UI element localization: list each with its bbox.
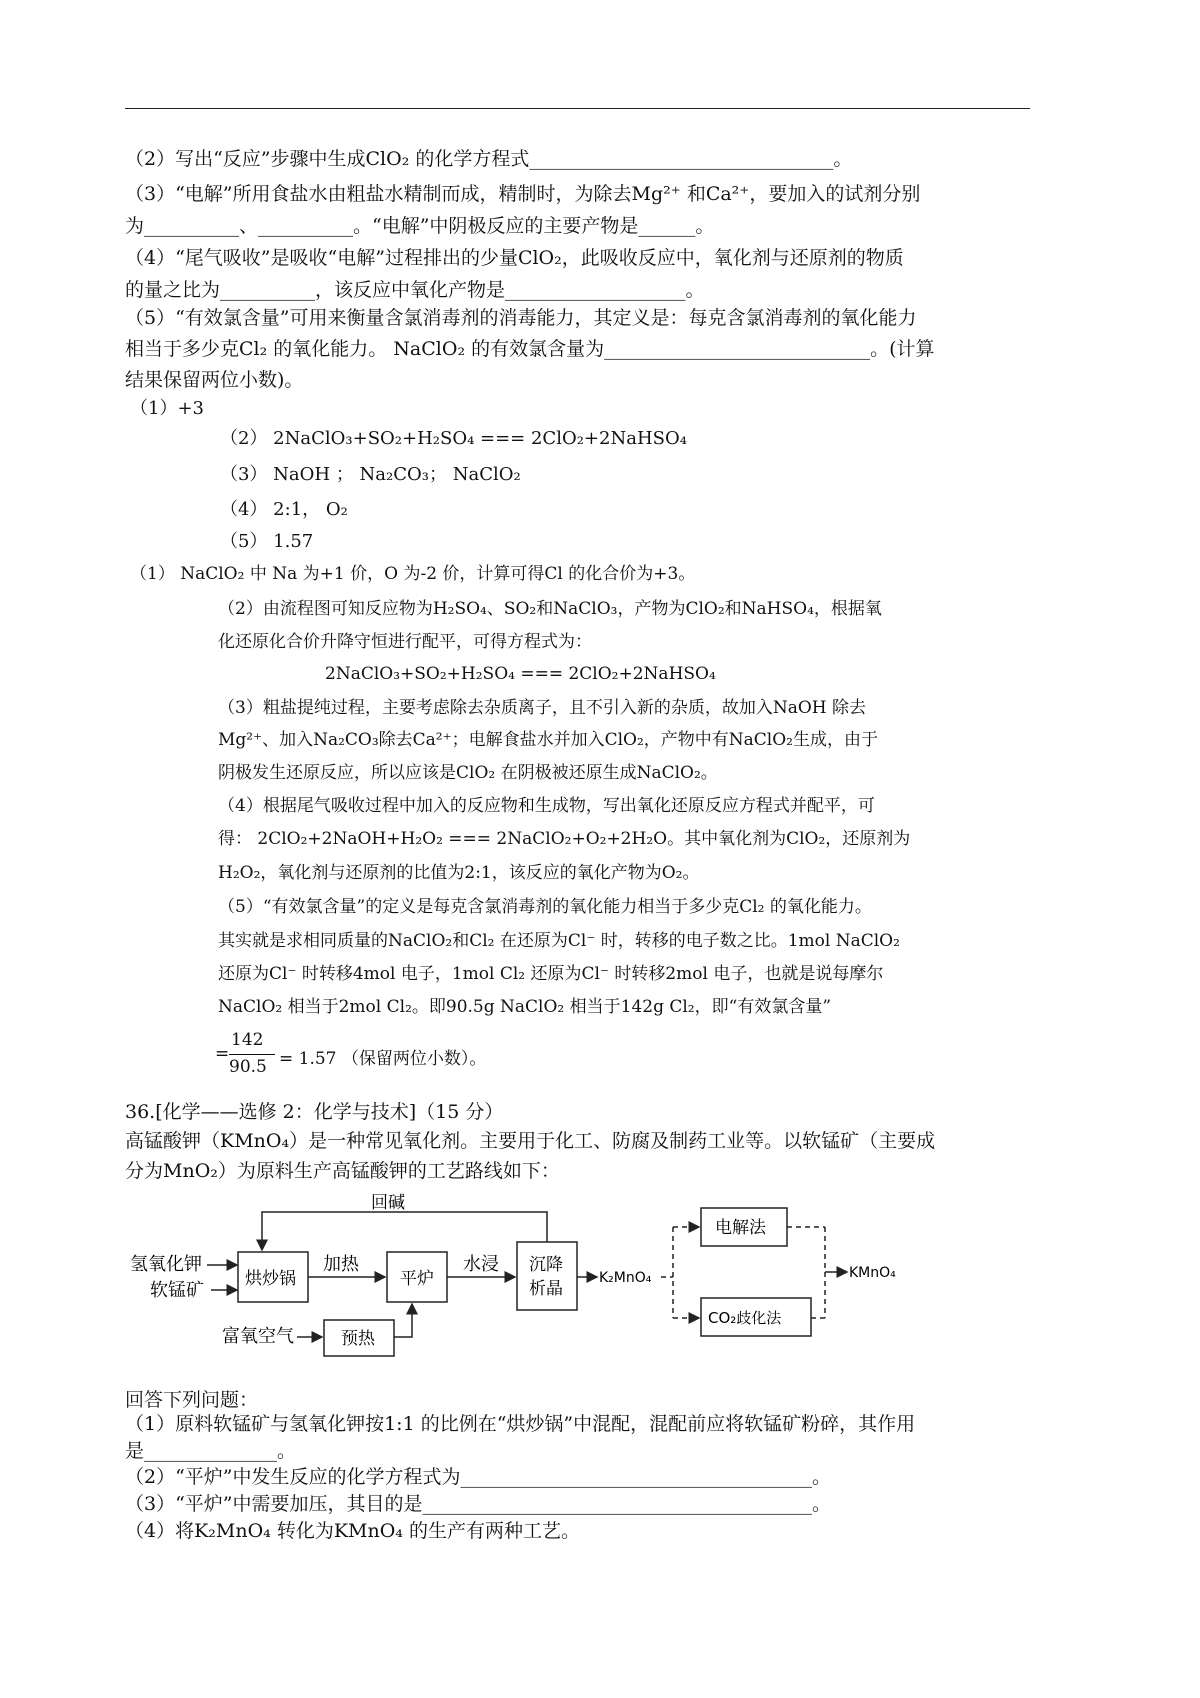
fraction-numerator: 142 (231, 1030, 264, 1050)
arrow-leach-label: 水浸 (463, 1254, 499, 1275)
q36-intro-1: 高锰酸钾（KMnO₄）是一种常见氧化剂。主要用于化工、防腐及制药工业等。以软锰矿（主要成 (125, 1130, 936, 1152)
q36-1-line-2: 是______________。 (125, 1440, 297, 1462)
q36-1-line-1: （1）原料软锰矿与氢氧化钾按1:1 的比例在“烘炒锅”中混配，混配前应将软锰矿粉碎，其作用 (125, 1413, 916, 1435)
explanation-2b: 化还原化合价升降守恒进行配平，可得方程式为： (218, 632, 592, 652)
box-electrolysis-label: 电解法 (715, 1218, 766, 1238)
answer-3: （3） NaOH ； Na₂CO₃； NaClO₂ (220, 464, 521, 485)
q4-line-2: 的量之比为__________，该反应中氧化产物是___________________。 (125, 279, 705, 301)
q2-prompt: （2）写出“反应”步骤中生成ClO₂ 的化学方程式________________________________。 (125, 148, 853, 170)
q5-line-3: 结果保留两位小数)。 (125, 369, 304, 391)
q4-line-1: （4）“尾气吸收”是吸收“电解”过程排出的少量ClO₂，此吸收反应中，氧化剂与还原剂的物质 (125, 247, 904, 269)
box-co2-label: CO₂歧化法 (708, 1309, 782, 1327)
fraction-equals: = (215, 1044, 230, 1064)
box-preheat-label: 预热 (341, 1329, 375, 1349)
explanation-5d: NaClO₂ 相当于2mol Cl₂。即90.5g NaClO₂ 相当于142g Cl₂，即“有效氯含量” (218, 997, 832, 1017)
explanation-5a: （5）“有效氯含量”的定义是每克含氯消毒剂的氧化能力相当于多少克Cl₂ 的氧化能力。 (218, 897, 872, 917)
explanation-5b: 其实就是求相同质量的NaClO₂和Cl₂ 在还原为Cl⁻ 时，转移的电子数之比。1mol NaClO₂ (218, 931, 900, 951)
fraction-rest: = 1.57 （保留两位小数）。 (279, 1049, 487, 1069)
box-settle-label: 沉降 (529, 1255, 563, 1275)
recycle-label: 回碱 (371, 1193, 405, 1213)
answer-1: （1）+3 (130, 398, 204, 419)
explanation-4c: H₂O₂，氧化剂与还原剂的比值为2:1，该反应的氧化产物为O₂。 (218, 863, 700, 883)
box-settle-crystallize (517, 1242, 577, 1310)
explanation-5c: 还原为Cl⁻ 时转移4mol 电子，1mol Cl₂ 还原为Cl⁻ 时转移2mol 电子，也就是说每摩尔 (218, 964, 884, 984)
q3-line-1: （3）“电解”所用食盐水由粗盐水精制而成，精制时，为除去Mg²⁺ 和Ca²⁺，要加入的试剂分别 (125, 183, 921, 205)
header-rule (125, 108, 1030, 109)
arrow-heat-label: 加热 (323, 1254, 359, 1275)
explanation-equation: 2NaClO₃+SO₂+H₂SO₄ === 2ClO₂+2NaHSO₄ (325, 664, 716, 684)
fraction-denominator: 90.5 (229, 1057, 267, 1077)
explanation-4b: 得： 2ClO₂+2NaOH+H₂O₂ === 2NaClO₂+O₂+2H₂O。其中氧化剂为ClO₂，还原剂为 (218, 829, 911, 849)
explanation-2a: （2）由流程图可知反应物为H₂SO₄、SO₂和NaClO₃，产物为ClO₂和NaHSO₄，根据氧 (218, 599, 882, 619)
q36-intro-2: 分为MnO₂）为原料生产高锰酸钾的工艺路线如下： (125, 1160, 560, 1182)
explanation-3a: （3）粗盐提纯过程，主要考虑除去杂质离子，且不引入新的杂质，故加入NaOH 除去 (218, 698, 866, 718)
explanation-4a: （4）根据尾气吸收过程中加入的反应物和生成物，写出氧化还原反应方程式并配平，可 (218, 796, 875, 816)
answer-prompt: 回答下列问题： (125, 1389, 259, 1411)
fraction-bar (229, 1054, 275, 1055)
q36-2: （2）“平炉”中发生反应的化学方程式为_____________________________________。 (125, 1466, 832, 1488)
explanation-3c: 阴极发生还原反应，所以应该是ClO₂ 在阴极被还原生成NaClO₂。 (218, 763, 718, 783)
arrow-preheat-to-furnace (394, 1304, 412, 1337)
answer-5: （5） 1.57 (220, 531, 314, 552)
air-label: 富氧空气 (222, 1326, 294, 1347)
q3-line-2: 为__________、__________。“电解”中阴极反应的主要产物是______。 (125, 215, 715, 237)
answer-2: （2） 2NaClO₃+SO₂+H₂SO₄ === 2ClO₂+2NaHSO₄ (220, 428, 687, 449)
box-furnace-label: 平炉 (400, 1269, 434, 1289)
explanation-1: （1） NaClO₂ 中 Na 为+1 价，O 为-2 价，计算可得Cl 的化合价为+3。 (130, 564, 696, 584)
process-flow-diagram (125, 1190, 955, 1380)
q5-line-1: （5）“有效氯含量”可用来衡量含氯消毒剂的消毒能力，其定义是：每克含氯消毒剂的氧化能力 (125, 307, 917, 329)
kmno4-label: KMnO₄ (849, 1265, 896, 1281)
recycle-line (262, 1212, 547, 1250)
input-koh: 氢氧化钾 (130, 1254, 202, 1275)
explanation-3b: Mg²⁺、加入Na₂CO₃除去Ca²⁺；电解食盐水并加入ClO₂，产物中有NaClO₂生成，由于 (218, 730, 878, 750)
k2mno4-label: K₂MnO₄ (599, 1270, 652, 1286)
q36-title: 36.[化学——选修 2：化学与技术]（15 分） (125, 1101, 504, 1123)
q36-4: （4）将K₂MnO₄ 转化为KMnO₄ 的生产有两种工艺。 (125, 1520, 580, 1542)
q5-line-2: 相当于多少克Cl₂ 的氧化能力。 NaClO₂ 的有效氯含量为____________________________。(计算 (125, 338, 935, 360)
box-crystallize-label: 析晶 (529, 1279, 563, 1299)
box-roaster-label: 烘炒锅 (245, 1269, 296, 1289)
input-pyrolusite: 软锰矿 (150, 1280, 204, 1301)
q36-3: （3）“平炉”中需要加压，其目的是_________________________________________。 (125, 1493, 832, 1515)
answer-4: （4） 2:1， O₂ (220, 499, 348, 520)
